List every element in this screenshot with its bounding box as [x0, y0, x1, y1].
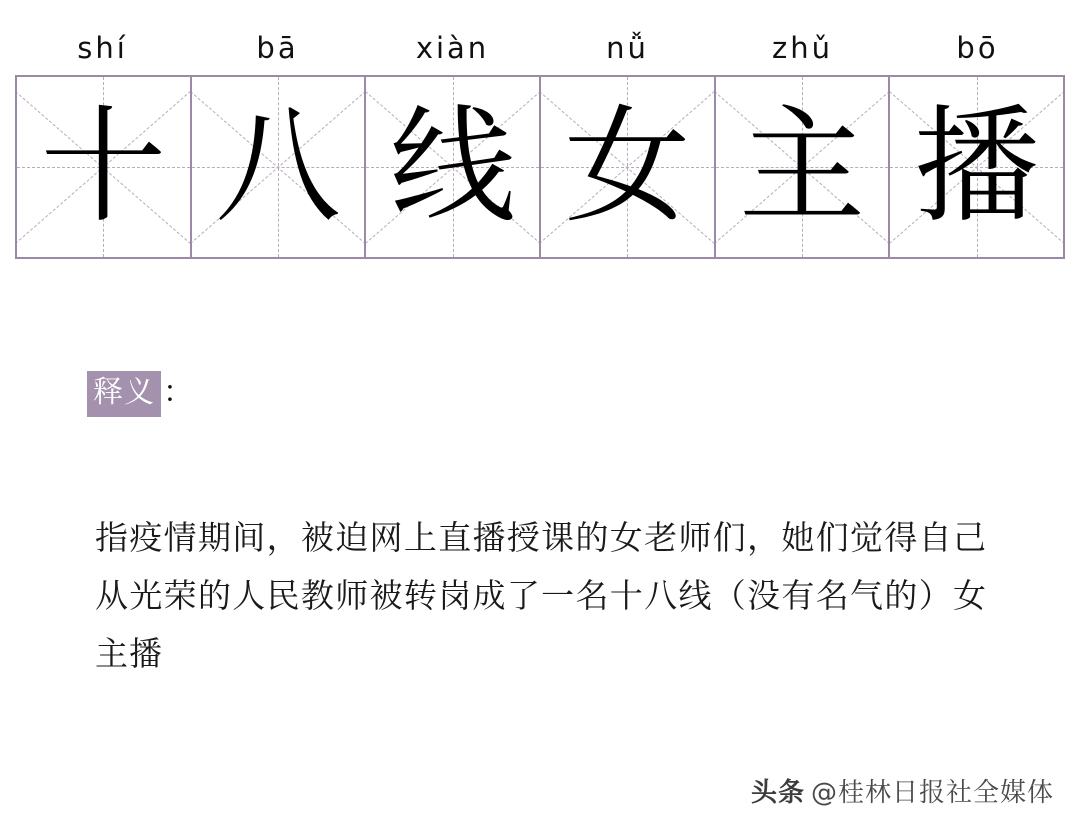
character-glyph: 十	[40, 93, 167, 240]
character-glyph: 女	[564, 93, 691, 240]
character-grid	[15, 75, 1065, 259]
pinyin-cell: xiàn	[415, 31, 490, 65]
definition-section	[15, 259, 1065, 683]
character-glyph: 八	[215, 93, 341, 240]
watermark-brand: 头条	[750, 778, 805, 808]
pinyin-row	[15, 0, 1065, 63]
character-cell	[716, 77, 891, 257]
character-cell	[366, 77, 541, 257]
pinyin-cell: bā	[256, 31, 299, 65]
character-glyph: 线	[389, 93, 516, 240]
character-cell	[17, 77, 192, 257]
character-cell	[890, 77, 1063, 257]
definition-heading-badge: 释义	[87, 371, 161, 417]
character-glyph: 播	[913, 93, 1040, 240]
pinyin-cell: shí	[77, 31, 128, 65]
definition-heading-row	[15, 367, 1065, 417]
watermark	[751, 772, 1054, 809]
character-cell	[192, 77, 367, 257]
pinyin-cell: bō	[956, 31, 999, 65]
character-glyph: 主	[739, 93, 866, 240]
character-cell	[541, 77, 716, 257]
watermark-account: @桂林日报社全媒体	[810, 778, 1054, 808]
pinyin-cell: zhǔ	[772, 31, 833, 65]
definition-text: 指疫情期间，被迫网上直播授课的女老师们，她们觉得自己从光荣的人民教师被转岗成了一名十八线（没有名气的）女主播	[95, 517, 987, 673]
definition-heading-colon: ：	[163, 375, 193, 410]
pinyin-cell: nǚ	[606, 31, 649, 65]
